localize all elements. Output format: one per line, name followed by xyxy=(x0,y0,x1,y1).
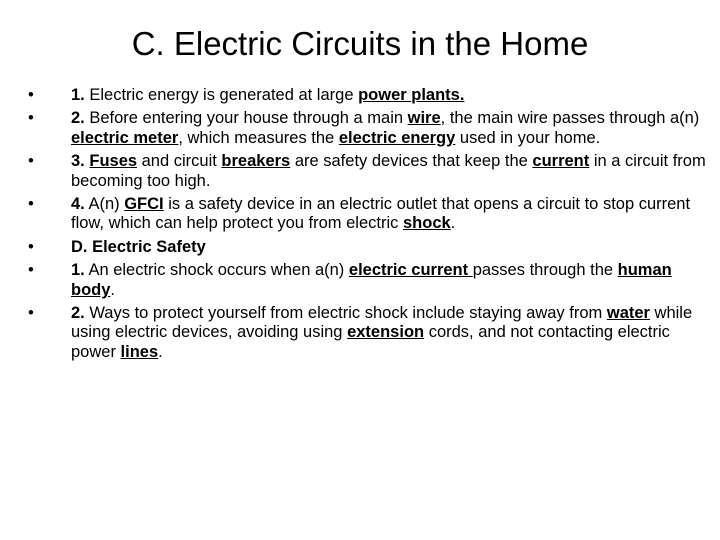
item-text: , the main wire passes through a(n) xyxy=(440,109,700,128)
answer-term: lines xyxy=(120,342,159,361)
answer-term: power plants. xyxy=(358,86,465,104)
answer-term: electric current xyxy=(348,261,473,280)
item-text: used in your home. xyxy=(455,128,601,147)
item-text: cords, and not contacting electric power xyxy=(71,323,670,361)
answer-term: water xyxy=(606,304,650,323)
bullet-icon: • xyxy=(28,304,34,323)
answer-term: electric energy xyxy=(338,128,456,147)
answer-term: extension xyxy=(347,323,425,342)
bullet-list xyxy=(28,86,712,366)
item-text: A(n) xyxy=(84,195,125,214)
item-text: Before entering your house through a main xyxy=(84,109,408,128)
list-item xyxy=(28,86,712,105)
title-prefix: C. xyxy=(131,25,165,62)
slide-title xyxy=(0,22,720,66)
section-heading: D. Electric Safety xyxy=(71,237,206,256)
bullet-icon: • xyxy=(28,237,34,256)
bullet-icon: • xyxy=(28,195,34,214)
bullet-icon: • xyxy=(28,86,34,104)
item-text: is a safety device in an electric outlet that opens a circuit to stop current flow, which can help protect you from electric xyxy=(71,195,691,233)
item-number: 1. xyxy=(71,261,85,280)
item-number: 1. xyxy=(71,86,85,104)
item-text: while using electric devices, avoiding using xyxy=(71,304,693,342)
item-text: . xyxy=(110,280,116,299)
list-item xyxy=(28,261,712,300)
answer-term: current xyxy=(532,152,590,171)
title-text: Electric Circuits in the Home xyxy=(164,25,589,62)
item-text: . xyxy=(450,214,456,233)
list-item xyxy=(28,152,712,191)
list-item-section-heading xyxy=(28,238,712,257)
list-item xyxy=(28,304,712,362)
item-number: 3. xyxy=(71,152,85,171)
list-item xyxy=(28,195,712,234)
answer-term: wire xyxy=(407,109,441,128)
item-number: 2. xyxy=(71,109,85,128)
item-number: 4. xyxy=(71,195,85,214)
bullet-icon: • xyxy=(28,152,34,171)
item-text: . xyxy=(158,342,163,361)
item-text: and circuit xyxy=(137,152,222,171)
answer-term: electric meter xyxy=(71,128,179,147)
item-text: Electric energy is generated at large xyxy=(84,86,359,104)
answer-term: human body xyxy=(71,261,672,299)
item-text: are safety devices that keep the xyxy=(290,152,533,171)
item-text: , which measures the xyxy=(178,128,339,147)
answer-term: shock xyxy=(402,214,451,233)
item-text: in a circuit from becoming too high. xyxy=(71,152,706,190)
answer-term: Fuses xyxy=(89,152,138,171)
item-number: 2. xyxy=(71,304,85,323)
bullet-icon: • xyxy=(28,261,34,280)
item-text: An electric shock occurs when a(n) xyxy=(84,261,349,280)
answer-term: GFCI xyxy=(124,195,164,214)
item-text: passes through the xyxy=(472,261,618,280)
list-item xyxy=(28,109,712,148)
answer-term: breakers xyxy=(221,152,291,171)
bullet-icon: • xyxy=(28,109,34,128)
item-text: Ways to protect yourself from electric shock include staying away from xyxy=(84,304,607,323)
